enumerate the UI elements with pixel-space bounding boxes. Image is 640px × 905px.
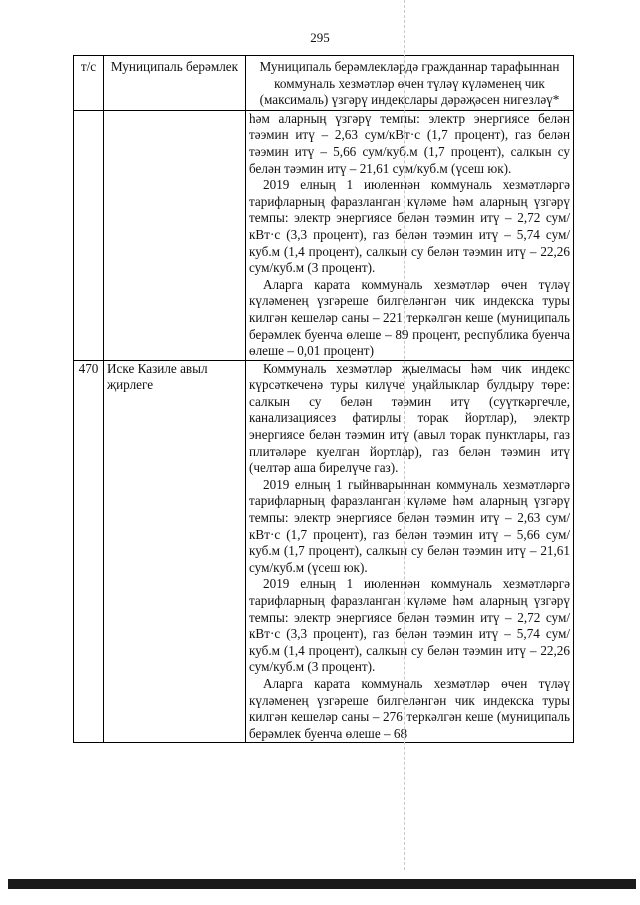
header-number: т/с bbox=[74, 56, 104, 111]
description-paragraph: Аларга карата коммуналь хезмәтләр өчен түләү күләменең үзгәреше билгеләнгән чик индекска туры килгән кешеләр саны – 276 теркәлгән кеше (муниципаль берәмлек буенча өлеше – 68 bbox=[249, 675, 570, 741]
row-description bbox=[246, 360, 574, 743]
table-header-row bbox=[74, 56, 574, 111]
table-row bbox=[74, 110, 574, 360]
scan-bottom-edge bbox=[8, 879, 636, 889]
description-paragraph: 2019 елның 1 июленнән коммуналь хезмәтләргә тарифларның фаразланган күләме һәм аларның үзгәрү темпы: электр энергиясе белән тәэмин итү – 2,72 сум/кВт·с (3,3 процент), газ белән тәэмин итү – 5,74 сум/куб.м (1,4 процент), салкын су белән тәэмин итү – 22,26 сум/куб.м (3 процент). bbox=[249, 177, 570, 276]
description-paragraph: Аларга карата коммуналь хезмәтләр өчен түләү күләменең үзгәреше билгеләнгән чик индекска туры килгән кешеләр саны – 221 теркәлгән кеше (муниципаль берәмлек буенча өлеше – 89 процент, республика буенча өлеше – 0,01 процент) bbox=[249, 276, 570, 359]
row-municipality: Иске Казиле авыл җирлеге bbox=[104, 360, 246, 743]
description-paragraph: 2019 елның 1 гыйнварыннан коммуналь хезмәтләргә тарифларның фаразланган күләме һәм аларның үзгәрү темпы: электр энергиясе белән тәэмин итү – 2,63 сум/кВт·с (1,7 процент), газ белән тәэмин итү – 5,66 сум/куб.м (1,7 процент), салкын су белән тәэмин итү – 21,61 сум/куб.м (үсеш юк). bbox=[249, 476, 570, 575]
description-paragraph: 2019 елның 1 июленнән коммуналь хезмәтләргә тарифларның фаразланган күләме һәм аларның үзгәрү темпы: электр энергиясе белән тәэмин итү – 2,72 сум/кВт·с (3,3 процент), газ белән тәэмин итү – 5,74 сум/куб.м (1,4 процент), салкын су белән тәэмин итү – 22,26 сум/куб.м (3 процент). bbox=[249, 576, 570, 675]
row-number: 470 bbox=[74, 360, 104, 743]
table-row bbox=[74, 360, 574, 743]
page-number: 295 bbox=[310, 30, 330, 45]
row-description bbox=[246, 110, 574, 360]
row-number bbox=[74, 110, 104, 360]
header-municipality: Муниципаль берәмлек bbox=[104, 56, 246, 111]
tariff-index-table bbox=[73, 55, 574, 743]
description-paragraph: Коммуналь хезмәтләр җыелмасы һәм чик индекс күрсәткеченә туры килүче уңайлыклар булдыру төре: салкын су белән тәэмин итү (суүткәргечле, канализациясез фатирлы торак йортлар), электр энергиясе белән тәэмин итү (авыл торак пунктлары, газ плитәләре куелган йортлар), газ белән тәэмин итү (челтәр аша бирелүче газ). bbox=[249, 360, 570, 476]
row-municipality bbox=[104, 110, 246, 360]
header-description: Муниципаль берәмлекләрдә гражданнар тарафыннан коммуналь хезмәтләр өчен түләү күләменең чик (максималь) үзгәрү индекслары дәрәҗәсен нигезләү* bbox=[246, 56, 574, 111]
scan-fold-line bbox=[404, 0, 405, 870]
description-paragraph: һәм аларның үзгәрү темпы: электр энергиясе белән тәэмин итү – 2,63 сум/кВт·с (1,7 процент), газ белән тәэмин итү – 5,66 сум/куб.м (1,7 процент), салкын су белән тәэмин итү – 21,61 сум/куб.м (үсеш юк). bbox=[249, 110, 570, 176]
